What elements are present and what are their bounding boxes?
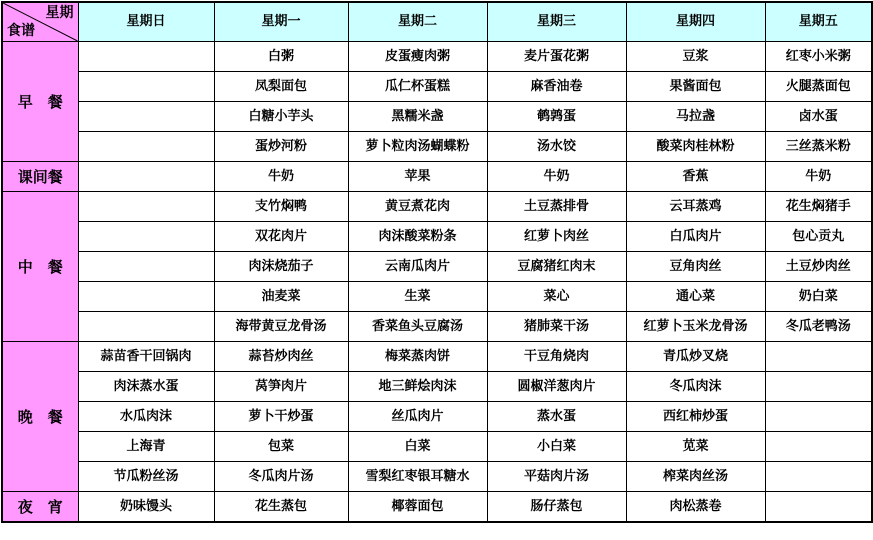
dish-cell: 牛奶 [214, 162, 348, 192]
dish-cell: 麻香油卷 [487, 72, 626, 102]
dish-cell: 汤水饺 [487, 132, 626, 162]
day-header: 星期二 [348, 2, 487, 42]
dish-cell: 海带黄豆龙骨汤 [214, 312, 348, 342]
meal-label: 夜 宵 [2, 492, 78, 523]
dish-cell: 上海青 [78, 432, 214, 462]
dish-cell: 小白菜 [487, 432, 626, 462]
table-row [2, 192, 872, 222]
dish-cell: 奶味馒头 [78, 492, 214, 523]
dish-cell: 火腿蒸面包 [765, 72, 872, 102]
table-row [2, 42, 872, 72]
dish-cell: 三丝蒸米粉 [765, 132, 872, 162]
dish-cell: 榨菜肉丝汤 [626, 462, 765, 492]
dish-cell: 马拉盏 [626, 102, 765, 132]
dish-cell [78, 222, 214, 252]
corner-day-label: 星期 [45, 5, 74, 21]
corner-menu-label: 食谱 [7, 23, 35, 39]
dish-cell: 香蕉 [626, 162, 765, 192]
dish-cell: 黄豆煮花肉 [348, 192, 487, 222]
dish-cell: 冬瓜肉沫 [626, 372, 765, 402]
dish-cell: 猪肺菜干汤 [487, 312, 626, 342]
dish-cell: 豆角肉丝 [626, 252, 765, 282]
meal-label: 中 餐 [2, 192, 78, 342]
dish-cell: 苋菜 [626, 432, 765, 462]
dish-cell: 酸菜肉桂林粉 [626, 132, 765, 162]
dish-cell: 支竹焖鸭 [214, 192, 348, 222]
dish-cell: 土豆炒肉丝 [765, 252, 872, 282]
table-row [2, 432, 872, 462]
table-row [2, 372, 872, 402]
dish-cell: 通心菜 [626, 282, 765, 312]
day-header: 星期四 [626, 2, 765, 42]
table-row [2, 132, 872, 162]
table-row [2, 462, 872, 492]
dish-cell [78, 282, 214, 312]
dish-cell: 云耳蒸鸡 [626, 192, 765, 222]
dish-cell: 白糖小芋头 [214, 102, 348, 132]
dish-cell: 肉沫烧茄子 [214, 252, 348, 282]
dish-cell: 蒜苔炒肉丝 [214, 342, 348, 372]
day-header: 星期日 [78, 2, 214, 42]
dish-cell: 红枣小米粥 [765, 42, 872, 72]
dish-cell [78, 102, 214, 132]
table-row [2, 492, 872, 523]
dish-cell: 菜心 [487, 282, 626, 312]
dish-cell: 肉沫酸菜粉条 [348, 222, 487, 252]
dish-cell [78, 192, 214, 222]
dish-cell: 麦片蛋花粥 [487, 42, 626, 72]
dish-cell: 凤梨面包 [214, 72, 348, 102]
dish-cell: 生菜 [348, 282, 487, 312]
dish-cell: 圆椒洋葱肉片 [487, 372, 626, 402]
table-row [2, 342, 872, 372]
dish-cell: 丝瓜肉片 [348, 402, 487, 432]
dish-cell: 萝卜粒肉汤蝴蝶粉 [348, 132, 487, 162]
dish-cell: 蒸水蛋 [487, 402, 626, 432]
dish-cell: 肉沫蒸水蛋 [78, 372, 214, 402]
corner-cell [2, 2, 78, 42]
meal-label: 晚 餐 [2, 342, 78, 492]
menu-body [2, 42, 872, 523]
dish-cell: 冬瓜肉片汤 [214, 462, 348, 492]
day-header: 星期三 [487, 2, 626, 42]
table-row [2, 282, 872, 312]
dish-cell [765, 402, 872, 432]
weekly-menu-table [1, 1, 873, 523]
dish-cell: 土豆蒸排骨 [487, 192, 626, 222]
dish-cell: 云南瓜肉片 [348, 252, 487, 282]
dish-cell: 奶白菜 [765, 282, 872, 312]
table-row [2, 252, 872, 282]
dish-cell: 白瓜肉片 [626, 222, 765, 252]
dish-cell: 雪梨红枣银耳糖水 [348, 462, 487, 492]
dish-cell: 果酱面包 [626, 72, 765, 102]
dish-cell [765, 462, 872, 492]
dish-cell: 油麦菜 [214, 282, 348, 312]
dish-cell: 黑糯米盏 [348, 102, 487, 132]
dish-cell [78, 72, 214, 102]
dish-cell: 包菜 [214, 432, 348, 462]
dish-cell: 冬瓜老鸭汤 [765, 312, 872, 342]
dish-cell: 青瓜炒叉烧 [626, 342, 765, 372]
dish-cell: 蒜苗香干回锅肉 [78, 342, 214, 372]
dish-cell [765, 372, 872, 402]
day-header: 星期五 [765, 2, 872, 42]
dish-cell: 莴笋肉片 [214, 372, 348, 402]
table-row [2, 162, 872, 192]
table-row [2, 312, 872, 342]
header-row [2, 2, 872, 42]
dish-cell: 平菇肉片汤 [487, 462, 626, 492]
dish-cell: 花生焖猪手 [765, 192, 872, 222]
table-row [2, 102, 872, 132]
dish-cell: 香菜鱼头豆腐汤 [348, 312, 487, 342]
dish-cell: 皮蛋瘦肉粥 [348, 42, 487, 72]
dish-cell: 鹌鹑蛋 [487, 102, 626, 132]
dish-cell: 肉松蒸卷 [626, 492, 765, 523]
dish-cell: 水瓜肉沫 [78, 402, 214, 432]
dish-cell: 瓜仁杯蛋糕 [348, 72, 487, 102]
dish-cell: 萝卜干炒蛋 [214, 402, 348, 432]
dish-cell [78, 252, 214, 282]
dish-cell: 椰蓉面包 [348, 492, 487, 523]
dish-cell: 豆浆 [626, 42, 765, 72]
dish-cell: 肠仔蒸包 [487, 492, 626, 523]
day-header: 星期一 [214, 2, 348, 42]
dish-cell: 红萝卜肉丝 [487, 222, 626, 252]
dish-cell [765, 432, 872, 462]
dish-cell: 花生蒸包 [214, 492, 348, 523]
dish-cell: 牛奶 [765, 162, 872, 192]
dish-cell: 干豆角烧肉 [487, 342, 626, 372]
dish-cell: 蛋炒河粉 [214, 132, 348, 162]
table-row [2, 402, 872, 432]
table-row [2, 222, 872, 252]
meal-label: 早 餐 [2, 42, 78, 162]
dish-cell [78, 312, 214, 342]
dish-cell: 西红柿炒蛋 [626, 402, 765, 432]
dish-cell: 梅菜蒸肉饼 [348, 342, 487, 372]
dish-cell: 豆腐猪红肉末 [487, 252, 626, 282]
dish-cell: 地三鲜烩肉沫 [348, 372, 487, 402]
dish-cell [765, 342, 872, 372]
dish-cell: 白粥 [214, 42, 348, 72]
dish-cell: 双花肉片 [214, 222, 348, 252]
dish-cell [78, 162, 214, 192]
dish-cell: 红萝卜玉米龙骨汤 [626, 312, 765, 342]
dish-cell: 白菜 [348, 432, 487, 462]
table-row [2, 72, 872, 102]
dish-cell: 牛奶 [487, 162, 626, 192]
dish-cell: 包心贡丸 [765, 222, 872, 252]
dish-cell [765, 492, 872, 523]
dish-cell: 苹果 [348, 162, 487, 192]
dish-cell: 卤水蛋 [765, 102, 872, 132]
dish-cell [78, 42, 214, 72]
meal-label: 课间餐 [2, 162, 78, 192]
dish-cell [78, 132, 214, 162]
dish-cell: 节瓜粉丝汤 [78, 462, 214, 492]
